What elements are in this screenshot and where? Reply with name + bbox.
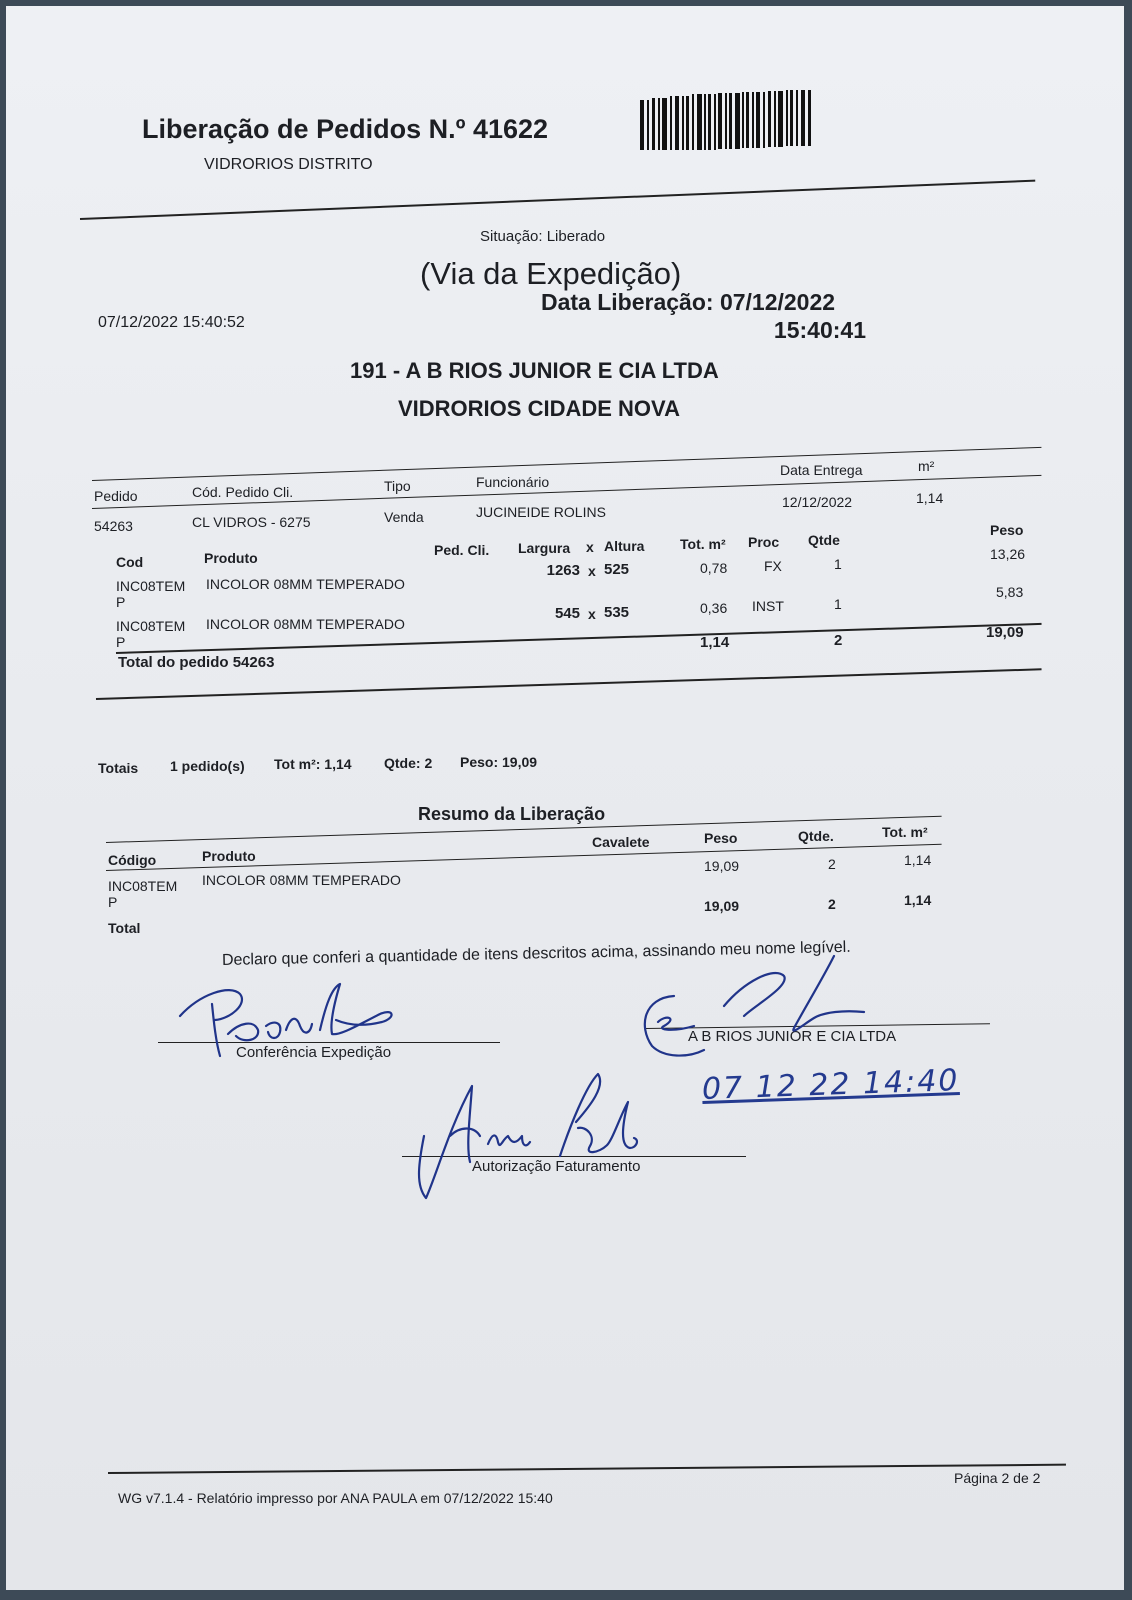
- item-cod: INC08TEM: [116, 578, 186, 594]
- item-qtde: 1: [834, 556, 842, 572]
- col-produto: Produto: [204, 550, 258, 566]
- label-m2: m²: [918, 458, 935, 474]
- data-liberacao-time: 15:40:41: [773, 317, 866, 343]
- footer-printed-by: WG v7.1.4 - Relatório impresso por ANA PAULA em 07/12/2022 15:40: [118, 1490, 553, 1506]
- declaration-text: Declaro que conferi a quantidade de itens descritos acima, assinando meu nome legível.: [221, 938, 851, 969]
- summary-total-peso: 19,09: [704, 898, 740, 914]
- label-data-entrega: Data Entrega: [780, 462, 863, 478]
- value-cod-pedido-cli: CL VIDROS - 6275: [192, 514, 311, 530]
- item-tot-m2: 0,36: [700, 600, 728, 616]
- order-total-qtde: 2: [834, 632, 843, 649]
- col-ped-cli: Ped. Cli.: [434, 542, 490, 558]
- item-qtde: 1: [834, 596, 842, 612]
- value-tipo: Venda: [384, 509, 424, 525]
- order-total-peso: 19,09: [986, 624, 1024, 641]
- summary-col-produto: Produto: [202, 848, 256, 864]
- document-page: [6, 6, 1124, 1590]
- summary-col-tot-m2: Tot. m²: [882, 824, 928, 840]
- item-proc: FX: [764, 558, 782, 574]
- conferencia-label: Conferência Expedição: [236, 1044, 392, 1061]
- item-produto: INCOLOR 08MM TEMPERADO: [206, 616, 405, 632]
- col-cod: Cod: [116, 554, 144, 570]
- client-name: 191 - A B RIOS JUNIOR E CIA LTDA: [350, 358, 719, 383]
- client-branch: VIDRORIOS CIDADE NOVA: [398, 396, 680, 421]
- col-proc: Proc: [748, 534, 780, 550]
- company-signature-label: A B RIOS JUNIOR E CIA LTDA: [688, 1028, 897, 1045]
- totals-tot-m2: Tot m²: 1,14: [274, 756, 352, 772]
- item-cod: INC08TEM: [116, 618, 186, 634]
- summary-col-peso: Peso: [704, 830, 738, 846]
- col-tot-m2: Tot. m²: [680, 536, 726, 552]
- item-x: x: [588, 606, 596, 622]
- data-liberacao: Data Liberação: 07/12/2022: [541, 289, 836, 315]
- value-pedido: 54263: [94, 518, 133, 534]
- order-total-m2: 1,14: [700, 634, 730, 651]
- col-peso: Peso: [990, 522, 1024, 538]
- item-proc: INST: [752, 598, 784, 614]
- summary-qtde: 2: [828, 856, 836, 872]
- item-produto: INCOLOR 08MM TEMPERADO: [206, 576, 405, 592]
- signature-ana-paula: [410, 1066, 650, 1216]
- document-title: Liberação de Pedidos N.º 41622: [142, 114, 549, 144]
- summary-title: Resumo da Liberação: [418, 804, 606, 824]
- summary-tot-m2: 1,14: [904, 852, 932, 868]
- autorizacao-label: Autorização Faturamento: [472, 1158, 641, 1175]
- totals-qtde: Qtde: 2: [384, 755, 433, 771]
- document-subtitle: VIDRORIOS DISTRITO: [204, 156, 373, 173]
- summary-total-tot-m2: 1,14: [904, 892, 932, 908]
- label-pedido: Pedido: [94, 488, 138, 504]
- item-peso: 5,83: [996, 584, 1024, 600]
- summary-total-label: Total: [108, 920, 141, 936]
- summary-col-qtde: Qtde.: [798, 828, 834, 844]
- signature-paulo: [170, 974, 410, 1064]
- totals-label: Totais: [98, 760, 139, 776]
- summary-produto: INCOLOR 08MM TEMPERADO: [202, 872, 401, 888]
- value-data-entrega: 12/12/2022: [782, 494, 853, 510]
- footer-page-number: Página 2 de 2: [954, 1470, 1041, 1486]
- value-funcionario: JUCINEIDE ROLINS: [476, 504, 606, 520]
- item-cod-cont: P: [116, 594, 126, 610]
- signature-company: [634, 946, 874, 1066]
- item-largura: 1263: [546, 562, 580, 579]
- item-cod-cont: P: [116, 634, 126, 650]
- handwritten-date: 07 12 22 14:40: [701, 1063, 961, 1107]
- label-funcionario: Funcionário: [476, 474, 550, 490]
- item-peso: 13,26: [990, 546, 1026, 562]
- summary-total-qtde: 2: [828, 896, 836, 912]
- col-qtde: Qtde: [808, 532, 840, 548]
- barcode-icon: [640, 90, 812, 152]
- totals-pedidos: 1 pedido(s): [170, 758, 245, 774]
- order-total-label: Total do pedido 54263: [118, 654, 275, 671]
- summary-col-cavalete: Cavalete: [592, 834, 650, 850]
- footer-rule: [108, 1464, 1066, 1474]
- item-tot-m2: 0,78: [700, 560, 728, 576]
- summary-peso: 19,09: [704, 858, 740, 874]
- header-divider: [80, 180, 1035, 220]
- order-table-bottom-rule: [96, 668, 1042, 700]
- label-tipo: Tipo: [384, 478, 411, 494]
- item-altura: 535: [604, 604, 630, 621]
- via-text: (Via da Expedição): [420, 256, 682, 291]
- item-x: x: [588, 563, 596, 579]
- summary-codigo: INC08TEM: [108, 878, 178, 894]
- col-altura: Altura: [604, 538, 645, 554]
- summary-col-codigo: Código: [108, 852, 157, 868]
- print-timestamp: 07/12/2022 15:40:52: [98, 314, 245, 331]
- situacao-text: Situação: Liberado: [480, 228, 606, 245]
- item-altura: 525: [604, 561, 630, 578]
- totals-peso: Peso: 19,09: [460, 754, 538, 770]
- value-m2: 1,14: [916, 490, 944, 506]
- label-cod-pedido-cli: Cód. Pedido Cli.: [192, 484, 294, 500]
- col-x: x: [586, 539, 594, 555]
- summary-codigo-cont: P: [108, 894, 118, 910]
- col-largura: Largura: [518, 540, 571, 556]
- item-largura: 545: [554, 605, 580, 622]
- order-table-top-rule: [92, 447, 1041, 481]
